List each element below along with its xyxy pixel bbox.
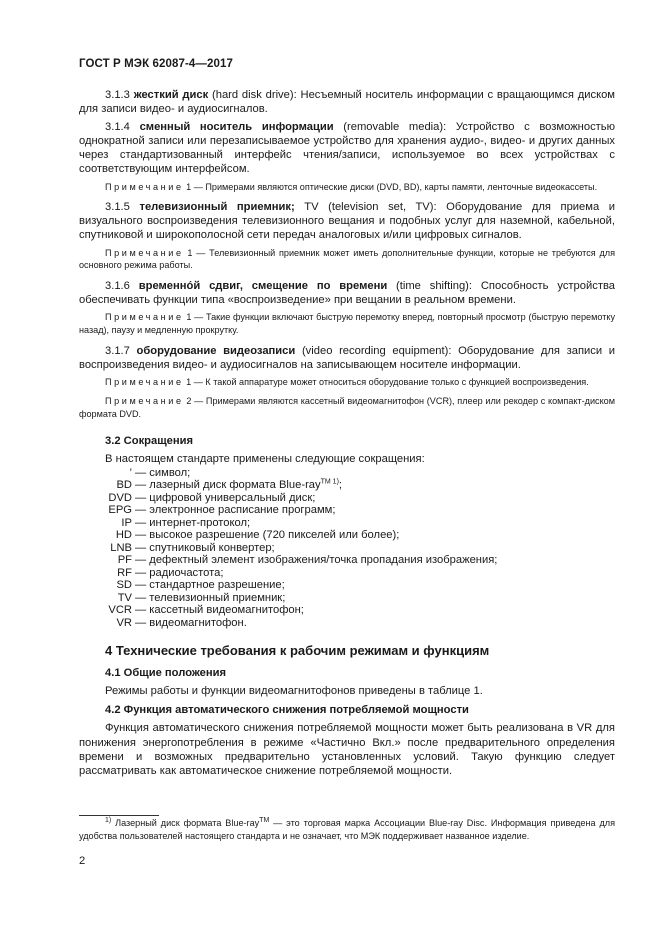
abbreviation-item <box>79 554 615 567</box>
abbreviation-code: PF <box>117 554 132 567</box>
footnote-ref: TM 1) <box>320 478 339 486</box>
abbreviation-definition: — интернет-протокол; <box>135 516 251 529</box>
abbreviation-definition: — кассетный видеомагнитофон; <box>135 604 304 617</box>
abbreviation-code: RF <box>117 566 132 579</box>
note-text: 1 — Такие функции включают быструю перемотку вперед, повторный просмотр (быструю перемотку назад), паузу и медленную прокрутку. <box>79 312 615 335</box>
note-label: Примечание <box>105 247 184 258</box>
term-definition: (hard disk drive): Несъемный носитель информации с вращающимся диском для записи видео- и аудиосигналов. <box>79 89 615 116</box>
abbreviation-code: IP <box>121 516 132 529</box>
note-label: Примечание <box>105 396 184 407</box>
section-4-heading: 4 Технические требования к рабочим режимам и функциям <box>105 643 490 659</box>
abbreviations-intro: В настоящем стандарте применены следующие сокращения: <box>105 452 425 465</box>
term-definition: TV (television set, TV): Оборудование для приема и визуального воспроизведения телевизионного вещания и подобных услуг для наземной, кабельной, спутниковой и широкополосной сети передач аналоговых и/или цифровых сигналов. <box>79 201 616 242</box>
abbreviation-code: EPG <box>108 504 132 517</box>
abbreviation-code: LNB <box>110 541 132 554</box>
term-definition: (video recording equipment): Оборудование для записи и воспроизведения видео- и аудиосигналов на записывающем носителе информации. <box>79 344 616 371</box>
abbreviation-code: VCR <box>108 604 132 617</box>
abbreviation-code: DVD <box>108 491 132 504</box>
abbreviation-definition: — видеомагнитофон. <box>135 616 247 629</box>
term-3-1-4 <box>79 120 615 176</box>
abbreviation-code: SD <box>116 579 132 592</box>
footnote <box>79 817 615 843</box>
note-label: Примечание <box>105 181 184 192</box>
term-3-1-5 <box>79 200 615 242</box>
term-name: сменный носитель информации <box>139 121 334 134</box>
note-text: 2 — Примерами являются кассетный видеомагнитофон (VCR), плеер или рекодер с компакт-диском формата DVD. <box>79 396 615 420</box>
term-3-1-3 <box>79 88 615 116</box>
note-3-1-4 <box>79 181 615 194</box>
abbreviation-definition: — спутниковый конвертер; <box>135 541 275 554</box>
abbreviation-definition: — символ; <box>135 466 191 479</box>
abbreviation-definition: — цифровой универсальный диск; <box>135 491 316 504</box>
abbreviation-code: BD <box>116 479 132 492</box>
term-3-1-7 <box>79 344 615 372</box>
note-3-1-7-1 <box>79 376 615 389</box>
abbreviation-code: HD <box>115 529 132 542</box>
abbreviation-tail: ; <box>338 479 343 492</box>
page-content <box>79 88 615 780</box>
abbreviation-item <box>79 579 615 592</box>
note-3-1-5 <box>79 247 615 272</box>
term-name: жесткий диск <box>133 89 209 101</box>
page-number: 2 <box>79 855 86 867</box>
note-text: 1 — Телевизионный приемник может иметь дополнительные функции, которые не требуются для основного режима работы. <box>79 247 615 271</box>
abbreviation-definition: — дефектный элемент изображения/точка пропадания изображения; <box>135 554 498 567</box>
abbreviation-definition: — стандартное разрешение; <box>135 579 285 592</box>
abbreviation-item <box>79 567 615 580</box>
term-number: 3.1.4 <box>105 121 130 134</box>
footnote-text-end: — это торговая марка Ассоциации Blue-ray Disc. Информация приведена для удобства пользователей настоящего стандарта и не означает, что МЭК поддерживает названное изделие. <box>79 818 615 841</box>
abbreviation-item <box>79 479 615 492</box>
abbreviation-item <box>79 617 615 630</box>
term-definition: (removable media): Устройство с возможностью однократной записи или перезаписываемое устройство для хранения аудио-, видео- и других данных через стандартизованный интерфейс чтения/записи, используемое во всех устройствах с соответствующим интерфейсом. <box>79 121 616 176</box>
abbreviation-item <box>79 504 615 517</box>
abbreviation-definition: — высокое разрешение (720 пикселей или более); <box>135 529 400 542</box>
abbreviation-item <box>79 592 615 605</box>
section-3-2-heading: 3.2 Сокращения <box>105 434 194 447</box>
term-number: 3.1.7 <box>105 344 130 357</box>
note-text: 1 — К такой аппаратуре может относиться оборудование только с функцией воспроизведения. <box>183 376 589 387</box>
note-label: Примечание <box>105 312 184 323</box>
note-label: Примечание <box>105 376 184 387</box>
document-header: ГОСТ Р МЭК 62087-4—2017 <box>79 58 233 70</box>
section-4-2-heading: 4.2 Функция автоматического снижения потребляемой мощности <box>105 704 469 717</box>
term-name: оборудование видеозаписи <box>136 344 296 357</box>
abbreviations-list <box>79 467 615 630</box>
term-definition: (time shifting): Способность устройства обеспечивать функции типа «воспроизведение» при вещании в реальном времени. <box>79 279 615 307</box>
abbreviation-code: TV <box>117 591 132 604</box>
footnote-divider <box>79 815 159 816</box>
abbreviation-item <box>79 517 615 530</box>
term-number: 3.1.3 <box>105 89 130 101</box>
footnote-text-start: Лазерный диск формата Blue-ray <box>111 818 260 828</box>
term-number: 3.1.6 <box>105 279 130 292</box>
abbreviation-code: ’ <box>129 466 132 479</box>
abbreviation-definition <box>135 479 342 492</box>
abbreviation-item <box>79 604 615 617</box>
term-name: временно́й сдвиг, смещение по времени <box>138 279 388 292</box>
abbreviation-item <box>79 492 615 505</box>
section-4-1-text: Режимы работы и функции видеомагнитофонов приведены в таблице 1. <box>105 685 483 698</box>
abbreviation-code: VR <box>116 616 132 629</box>
term-number: 3.1.5 <box>105 201 130 214</box>
note-3-1-7-2 <box>79 395 615 420</box>
section-4-1-heading: 4.1 Общие положения <box>105 667 227 680</box>
term-name: телевизионный приемник; <box>139 201 295 214</box>
abbreviation-definition: — телевизионный приемник; <box>135 591 286 604</box>
footnote-marker: 1) <box>105 816 112 824</box>
section-4-2-text: Функция автоматического снижения потребляемой мощности может быть реализована в VR для понижения энергопотребления в режиме «Частично Вкл.» после предварительного определения времени и возможных предварительно установленных условий. Такую функцию следует рассматривать как автоматическое снижение потребляемой мощности. <box>79 722 615 777</box>
trademark-mark: TM <box>259 816 270 824</box>
abbreviation-text: — лазерный диск формата Blue-ray <box>135 479 321 492</box>
abbreviation-item <box>79 542 615 555</box>
abbreviation-item <box>79 529 615 542</box>
note-3-1-6 <box>79 311 615 336</box>
term-3-1-6 <box>79 279 615 307</box>
note-text: 1 — Примерами являются оптические диски (DVD, BD), карты памяти, ленточные видеокассеты. <box>183 181 598 192</box>
abbreviation-item <box>79 467 615 480</box>
abbreviation-definition: — электронное расписание программ; <box>135 504 336 517</box>
abbreviation-definition: — радиочастота; <box>135 566 224 579</box>
